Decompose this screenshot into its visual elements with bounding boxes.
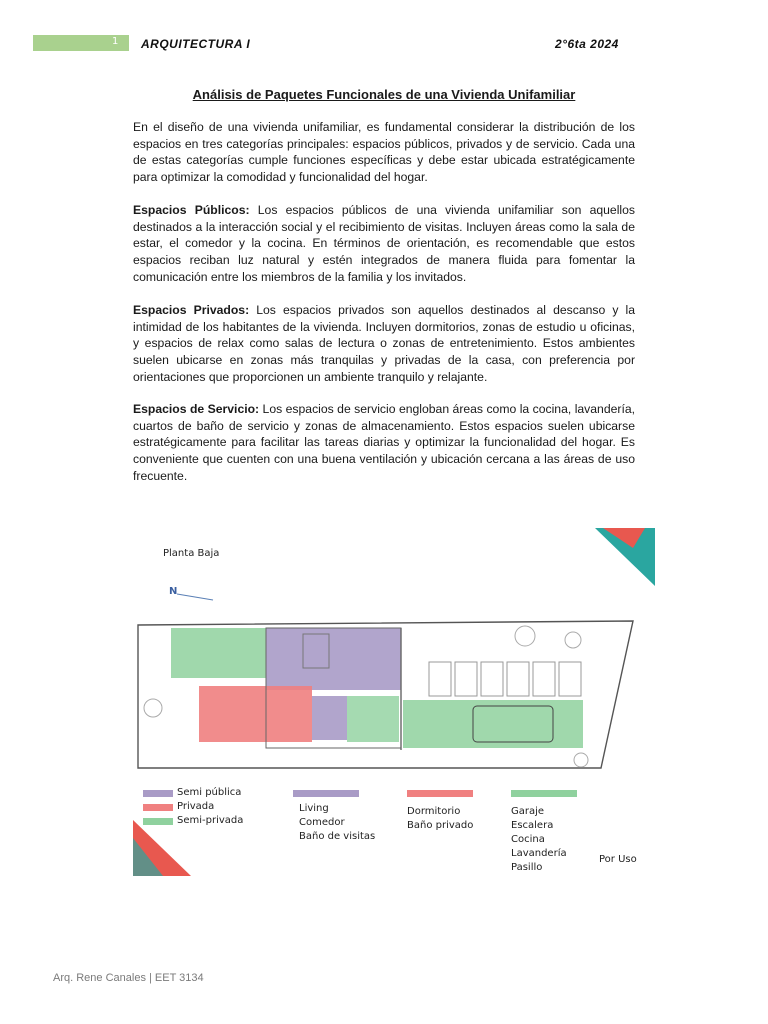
service-spaces-text: Los espacios de servicio engloban áreas como la cocina, lavandería, cuartos de baño de servicio y zonas de almacenamiento. Estos espacios suelen ubicarse estratégicamente para facilitar las tareas diarias y optimizar la funcionalidad del hogar. Es conveniente que cuenten con una buena ventilación y ubicación cercana a las áreas de uso frecuente.: [133, 402, 635, 483]
public-spaces-heading: Espacios Públicos:: [133, 203, 250, 217]
zone-private-bedroom: [199, 686, 312, 742]
legend-swatch-semi-private: [143, 818, 173, 825]
legend-label-semi-public: Semi pública: [177, 787, 242, 798]
use-semi-private-3: Cocina: [511, 834, 545, 845]
use-semi-private-5: Pasillo: [511, 862, 543, 873]
zone-semi-private-garden: [171, 628, 266, 678]
private-spaces-heading: Espacios Privados:: [133, 303, 250, 317]
public-spaces-paragraph: [133, 202, 635, 286]
legend-swatch-private: [143, 804, 173, 811]
zone-semi-private-garage: [403, 700, 583, 748]
use-semi-private-2: Escalera: [511, 820, 554, 831]
use-semi-public-2: Comedor: [299, 817, 345, 828]
service-spaces-heading: Espacios de Servicio:: [133, 402, 260, 416]
public-spaces-text: Los espacios públicos de una vivienda unifamiliar son aquellos destinados a la interacción social y el recibimiento de visitas. Incluyen áreas como la sala de estar, el comedor y la cocina. En términos de orientación, es recomendable que estos espacios reciban luz natural y estén integrados de manera fluida para fomentar la comunicación entre los miembros de la familia y los invitados.: [133, 203, 635, 284]
private-spaces-text: Los espacios privados son aquellos destinados al descanso y la intimidad de los habitantes de la vivienda. Incluyen dormitorios, zonas de estudio u oficinas, y espacios de relax como salas de lectura o zonas de entretenimiento. Estos ambientes suelen ubicarse en zonas más tranquilas y privadas de la casa, con preferencia por orientaciones que proporcionen un ambiente tranquilo y relajante.: [133, 303, 635, 384]
use-semi-public-1: Living: [299, 803, 329, 814]
legend-bar-semi-public: [293, 790, 359, 797]
legend-bar-private: [407, 790, 473, 797]
floor-plan-figure: [133, 528, 655, 876]
use-private-1: Dormitorio: [407, 806, 461, 817]
footer-text: Arq. Rene Canales | EET 3134: [53, 972, 204, 984]
use-private-2: Baño privado: [407, 820, 474, 831]
private-spaces-paragraph: [133, 302, 635, 386]
service-spaces-paragraph: [133, 401, 635, 485]
use-semi-private-1: Garaje: [511, 806, 545, 817]
legend-bar-semi-private: [511, 790, 577, 797]
zone-semi-public-bath: [312, 696, 347, 740]
parking-pavers: [429, 662, 581, 696]
zone-semi-private-stair: [347, 696, 399, 742]
plan-caption: Por Uso: [599, 854, 637, 865]
north-mark: N: [169, 586, 178, 597]
legend-label-private: Privada: [177, 801, 215, 812]
use-semi-public-3: Baño de visitas: [299, 831, 376, 842]
page-number: 1: [112, 36, 119, 47]
use-semi-private-4: Lavandería: [511, 848, 567, 859]
course-name: ARQUITECTURA I: [141, 37, 251, 51]
north-arrow-line: [177, 594, 213, 600]
document-title: Análisis de Paquetes Funcionales de una Vivienda Unifamiliar: [192, 87, 576, 102]
plan-title: Planta Baja: [163, 548, 220, 559]
legend-label-semi-private: Semi-privada: [177, 815, 244, 826]
course-period: 2°6ta 2024: [555, 37, 619, 51]
zone-semi-public-living: [266, 628, 401, 690]
legend-swatch-semi-public: [143, 790, 173, 797]
intro-paragraph: En el diseño de una vivienda unifamiliar, es fundamental considerar la distribución de los espacios en tres categorías principales: espacios públicos, privados y de servicio. Cada una de estas categorías cumple funciones específicas y debe estar ubicada estratégicamente para optimizar la comodidad y funcionalidad del hogar.: [133, 120, 635, 185]
